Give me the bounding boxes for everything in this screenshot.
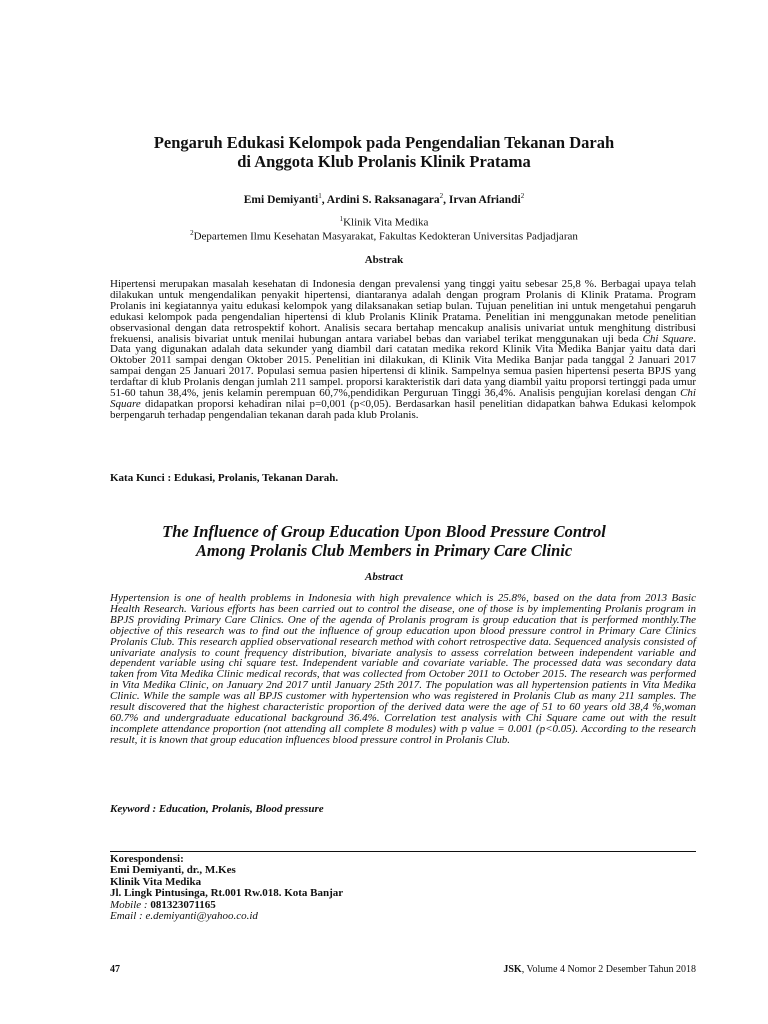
affiliation-2 — [110, 229, 658, 243]
affiliation-2-text: Departemen Ilmu Kesehatan Masyarakat, Fakultas Kedokteran Universitas Padjadjaran — [193, 230, 578, 243]
affiliation-1-text: Klinik Vita Medika — [343, 216, 429, 229]
author-2-affiliation: 2 — [439, 192, 444, 200]
correspondence-organization: Klinik Vita Medika — [110, 875, 202, 888]
affiliation-1-number: 1 — [339, 215, 344, 223]
correspondence-label: Korespondensi: — [110, 853, 184, 865]
author-3-affiliation: 2 — [520, 192, 525, 200]
author-3: , Irvan Afriandi — [443, 193, 521, 206]
affiliation-1 — [110, 215, 658, 229]
title-line-2: di Anggota Klub Prolanis Klinik Pratama — [237, 152, 531, 171]
author-list — [110, 192, 658, 206]
abstract-indonesian — [110, 279, 696, 421]
author-1-affiliation: 1 — [318, 192, 322, 200]
article-title-indonesian — [110, 133, 658, 171]
journal-footer — [503, 964, 696, 975]
author-2: , Ardini S. Raksanagara — [321, 193, 440, 206]
correspondence-divider — [110, 851, 696, 852]
abstract-id-term-1: Chi Square — [642, 332, 694, 345]
keywords-english: Keyword : Education, Prolanis, Blood pressure — [110, 803, 324, 815]
article-title-english — [110, 522, 658, 560]
title-en-line-1: The Influence of Group Education Upon Blood Pressure Control — [162, 522, 606, 541]
correspondence-name: Emi Demiyanti, dr., M.Kes — [110, 864, 236, 877]
abstract-heading-indonesian: Abstrak — [364, 254, 404, 266]
abstract-heading-english: Abstract — [365, 571, 403, 583]
abstract-id-part-3: didapatkan proporsi kehadiran nilai p=0,001 (p<0,05). Berdasarkan hasil penelitian didapatkan bahwa Edukasi kelompok berpengaruh terhadap pengendalian tekanan darah pada klub Prolanis. — [110, 397, 696, 421]
abstract-id-part-2: . Data yang digunakan adalah data sekunder yang diambil dari catatan medika rekord Klinik Vita Medika Banjar yaitu data dari Oktober 2011 sampai dengan Oktober 2015. Penelitian ini dilakukan, di Klinik Vita Medika Banjar pada tanggal 2 Januari 2017 sampai dengan 25 Januari 2017. Populasi semua pasien hipertensi di klinik. Sampelnya semua pasien hipertensi peserta BPJS yang terdaftar di klub Prolanis dengan jumlah 211 sampel. proporsi karakteristik dari data yang diambil yaitu proporsi tertinggi pada umur 51-60 tahun 38,4%, jenis kelamin perempuan 60,7%,pendidikan Perguruan Tinggi 36,4%. Analisis pengujian korelasi dengan — [110, 332, 696, 400]
page-number: 47 — [110, 964, 120, 975]
abstract-english: Hypertension is one of health problems in Indonesia with high prevalence which is 25.8%, based on the data from 2013 Basic Health Research. Various efforts has been carried out to control the disease, one of those is by implementing Prolanis program in BPJS providing Primary Care Clinics. One of the agenda of Prolanis program is group education that is performed monthly.The objective of this research was to find out the influence of group education upon blood pressure control in Primary Care Clinics Prolanis Club. This research applied observational research method with cohort retrospective data. Sequenced analysis consisted of univariate analysis to count frequency distribution, bivariate analysis to assess correlation between independent variable and dependent variable using chi square test. Independent variable and covariate variable. The processed data was secondary data taken from Vita Medika Clinic medical records, that was collected from October 2011 to October 2015. The research was performed in Vita Medika Clinic, on January 2nd 2017 until January 25th 2017. The population was all hypertension patients in Vita Medika Clinic. While the sample was all BPJS customer with hypertension who was registered in Prolanis Club as many 211 samples. The result discovered that the highest characteristic proportion of the derived data were the age of 51 to 60 years old 38,4 %,woman 60.7% and undergraduate educational background 36.4%. Correlation test analysis with Chi Square came out with the result incomplete attendance proportion (not attending all complete 8 modules) with p value = 0.001 (p<0.05). According to the research result, it is known that group education influences blood pressure control in Prolanis Club. — [110, 592, 696, 746]
mobile-number: 081323071165 — [150, 898, 216, 911]
correspondence-address: Jl. Lingk Pintusinga, Rt.001 Rw.018. Kota Banjar — [110, 887, 344, 900]
keywords-indonesian: Kata Kunci : Edukasi, Prolanis, Tekanan Darah. — [110, 472, 339, 484]
journal-issue: , Volume 4 Nomor 2 Desember Tahun 2018 — [521, 964, 696, 975]
correspondence-block — [110, 854, 530, 922]
abstract-id-term-2: Chi Square — [110, 387, 696, 410]
journal-name: JSK — [503, 964, 522, 975]
affiliation-2-number: 2 — [190, 229, 194, 237]
mobile-label: Mobile : — [110, 898, 151, 911]
title-line-1: Pengaruh Edukasi Kelompok pada Pengendalian Tekanan Darah — [153, 133, 615, 152]
author-1: Emi Demiyanti — [243, 193, 319, 206]
correspondence-email: Email : e.demiyanti@yahoo.co.id — [110, 910, 258, 923]
abstract-id-part-1: Hipertensi merupakan masalah kesehatan di Indonesia dengan prevalensi yang tinggi yaitu sebesar 25,8 %. Berbagai upaya telah dilakukan untuk mengendalikan penyakit hipertensi, diantaranya adalah dengan program Prolanis di Klinik Pratama. Program Prolanis ini kegiatannya yaitu edukasi kelompok yang dilaksanakan setiap bulan. Tujuan penelitian ini untuk mengetahui pengaruh edukasi kelompok pada pengendalian hipertensi di klub Prolanis Klinik Pratama. Penelitian ini menggunakan metode penelitian observasional dengan data retrospektif kohort. Analisis secara bertahap mencakup analisis univariat untuk menghitung distribusi frekuensi, analisis bivariat untuk menilai hubungan antara variabel bebas dan variabel terikat menggunakan uji beda — [110, 278, 696, 345]
title-en-line-2: Among Prolanis Club Members in Primary Care Clinic — [195, 541, 573, 560]
